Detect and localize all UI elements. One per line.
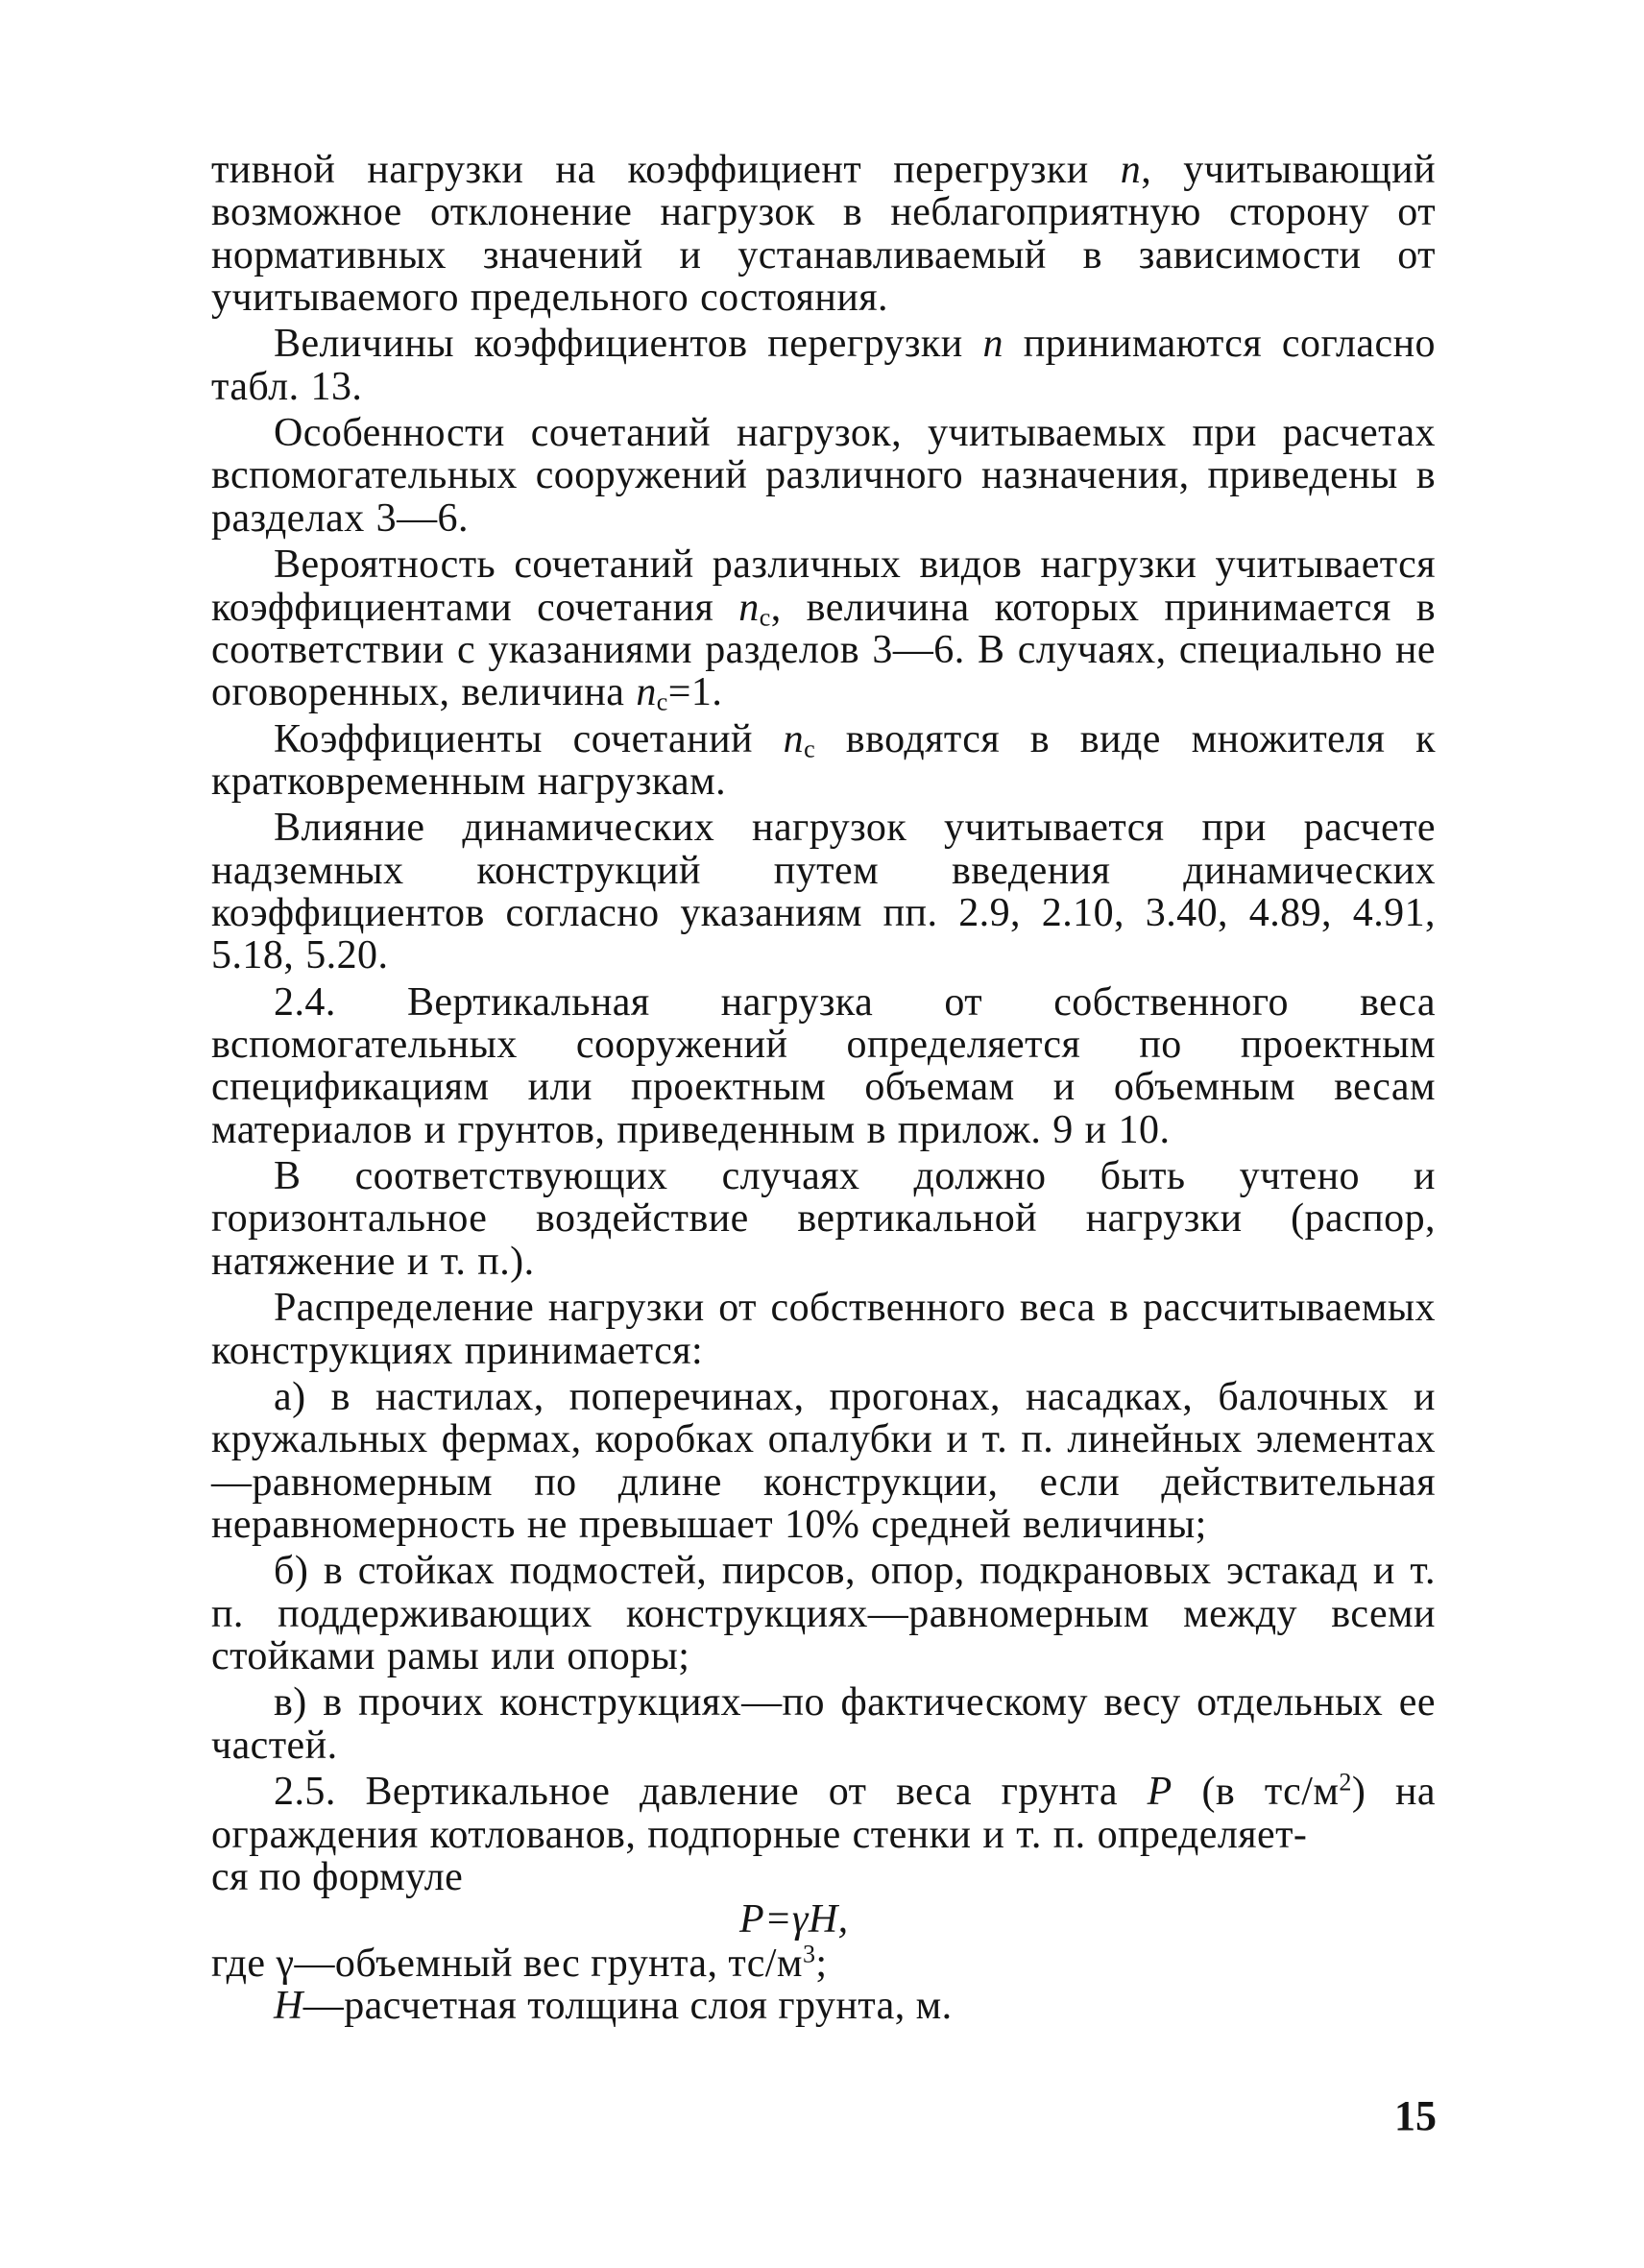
paragraph-5: [211, 718, 1436, 804]
variable-n: n: [783, 716, 805, 761]
text-run: ;: [815, 1941, 828, 1986]
text-run: —расчетная толщина слоя грунта, м.: [302, 1984, 953, 2029]
text-run: где: [211, 1941, 277, 1986]
paragraph-7: 2.4. Вертикальная нагрузка от собственного веса вспомогательных сооружений определяется по проектным спецификациям или проектным объемам и объемным весам материалов и грунтов, приведенным в прилож. 9 и 10.: [211, 979, 1436, 1152]
list-item-a: а) в настилах, поперечинах, прогонах, насадках, балочных и кружальных фермах, коробках опалубки и т. п. линейных элементах—равномерным по длине конструкции, если действительная неравномерность не превышает 10% средней величины;: [211, 1375, 1436, 1547]
paragraph-3: Особенности сочетаний нагрузок, учитываемых при расчетах вспомогательных сооружений различного назначения, приведены в разделах 3—6.: [211, 411, 1436, 541]
paragraph-9: Распределение нагрузки от собственного веса в рассчитываемых конструкциях принимается:: [211, 1286, 1436, 1373]
where-gamma: [211, 1942, 1436, 1985]
variable-n: n: [636, 670, 657, 715]
list-item-v: в) в прочих конструкциях—по фактическому весу отдельных ее частей.: [211, 1680, 1436, 1768]
formula-intro: ся по формуле: [211, 1854, 464, 1899]
symbol-h: H: [274, 1984, 303, 2029]
superscript: 2: [1339, 1768, 1352, 1797]
text-run: Вероятность сочетаний различных видов нагрузки учитывается коэффициентами сочетания: [211, 543, 1436, 630]
formula: P=γH,: [739, 1896, 849, 1942]
subscript-c: с: [759, 603, 771, 632]
superscript: 3: [802, 1940, 816, 1968]
text-run: =1.: [667, 670, 723, 715]
paragraph-4: [211, 543, 1436, 716]
text-run: , учитывающий возможное отклонение нагрузок в неблагоприятную сторону от нормативных значений и устанавливаемый в зависимости от учитываемого предельного состояния.: [211, 148, 1436, 320]
page-number: 15: [1394, 2092, 1437, 2139]
text-run: Коэффициенты сочетаний: [274, 716, 784, 761]
paragraph-2: [211, 323, 1436, 408]
paragraph-6: Влияние динамических нагрузок учитывается при расчете надземных конструкций путем введения динамических коэффициентов согласно указаниям пп. 2.9, 2.10, 3.40, 4.89, 4.91, 5.18, 5.20.: [211, 806, 1436, 978]
variable-p: P: [1147, 1770, 1173, 1815]
text-run: вводятся в виде множителя к кратковременным нагрузкам.: [211, 716, 1436, 804]
section-2-5: [211, 1768, 1436, 1857]
where-list: [211, 1942, 1436, 2028]
symbol-gamma: γ: [276, 1941, 295, 1986]
subscript-c: с: [804, 735, 816, 763]
list-item-b: б) в стойках подмостей, пирсов, опор, подкрановых эстакад и т. п. поддерживающих конструкциях—равномерным между всеми стойками рамы или опоры;: [211, 1549, 1436, 1678]
paragraph-8: В соответствующих случаях должно быть учтено и горизонтальное воздействие вертикальной нагрузки (распор, натяжение и т. п.).: [211, 1154, 1436, 1284]
text-run: Величины коэффициентов перегрузки: [274, 322, 983, 367]
text-run: тивной нагрузки на коэффициент перегрузки: [211, 148, 1121, 192]
subscript-c: с: [656, 688, 668, 716]
text-run: , величина которых принимается в соответствии с указаниями разделов 3—6. В случаях, специально не оговоренных, величина: [211, 585, 1436, 715]
variable-n: n: [982, 322, 1003, 367]
text-run: принимаются согласно табл. 13.: [211, 322, 1436, 409]
text-run: (в тс/м: [1172, 1770, 1340, 1815]
text-run: 2.5. Вертикальное давление от веса грунта: [274, 1770, 1148, 1815]
paragraph-1: [211, 149, 1436, 319]
variable-n: n: [1120, 148, 1142, 192]
text-run: —объемный вес грунта, тс/м: [294, 1941, 803, 1986]
document-page: [211, 149, 1436, 2027]
where-h: [211, 1985, 1436, 2027]
formula-line: [211, 1856, 1436, 1941]
variable-n: n: [738, 585, 760, 630]
text-run: ) на ограждения котлованов, подпорные стенки и т. п. определяет-: [211, 1770, 1436, 1857]
